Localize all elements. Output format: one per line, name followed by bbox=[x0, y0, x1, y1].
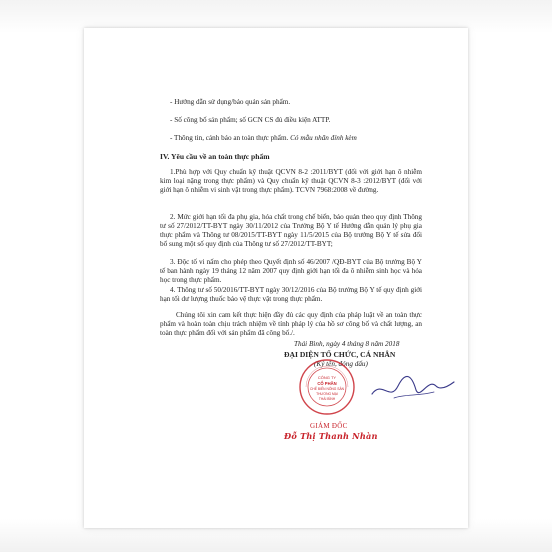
requirement-item-3: 3. Độc tố vi nấm cho phép theo Quyết định số 46/2007 /QĐ-BYT của Bộ trưởng Bộ Y tế ban hành ngày 19 tháng 12 năm 2007 quy định giới hạn tối đa ô nhiễm sinh học và hóa học trong thực phẩm. bbox=[160, 258, 422, 284]
place-and-date: Thái Bình, ngày 4 tháng 8 năm 2018 bbox=[294, 340, 400, 348]
safety-warning-text: - Thông tin, cảnh báo an toàn thực phẩm. bbox=[170, 134, 289, 142]
safety-warning-bullet bbox=[170, 134, 357, 143]
requirement-item-4: 4. Thông tư số 50/2016/TT-BYT ngày 30/12/2016 của Bộ trưởng Bộ Y tế quy định giới hạn tối dư lượng thuốc bảo vệ thực vật trong thực phẩm. bbox=[160, 286, 422, 303]
director-name: Đỗ Thị Thanh Nhàn bbox=[284, 431, 378, 441]
announcement-number-bullet: - Số công bố sản phẩm; số GCN CS đủ điều kiện ATTP. bbox=[170, 116, 331, 124]
representative-title: ĐẠI DIỆN TỔ CHỨC, CÁ NHÂN bbox=[284, 350, 396, 359]
section-iv-heading: IV. Yêu cầu về an toàn thực phẩm bbox=[160, 152, 270, 161]
commitment-paragraph: Chúng tôi xin cam kết thực hiện đầy đủ các quy định của pháp luật về an toàn thực phẩm và hoàn toàn chịu trách nhiệm về tính pháp lý của hồ sơ công bố và chất lượng, an toàn thực phẩm đối với sản phẩm đã công bố./. bbox=[160, 311, 422, 337]
seal-line-2: CỔ PHẦN bbox=[317, 381, 337, 386]
handwritten-signature bbox=[368, 368, 458, 408]
seal-line-3: CHẾ BIẾN NÔNG SẢN bbox=[309, 387, 345, 391]
company-seal bbox=[298, 358, 356, 416]
director-position: GIÁM ĐỐC bbox=[310, 422, 348, 430]
seal-line-4: THƯƠNG MẠI bbox=[316, 392, 338, 396]
seal-line-1: CÔNG TY bbox=[317, 375, 337, 380]
document-page bbox=[84, 28, 468, 528]
attached-label-note: Có mẫu nhãn đính kèm bbox=[290, 134, 357, 142]
sign-instruction: (Ký tên, đóng dấu) bbox=[314, 360, 368, 368]
usage-instruction-bullet: - Hướng dẫn sử dụng/bảo quản sản phẩm. bbox=[170, 98, 291, 106]
requirement-item-1: 1.Phù hợp với Quy chuẩn kỹ thuật QCVN 8-2 :2011/BYT (đối với giới hạn ô nhiễm kim loại nặng trong thực phẩm) và Quy chuẩn kỹ thuật QCVN 8-3 :2012/BYT (đối với giới hạn ô nhiễm vi sinh vật trong thực phẩm). TCVN 7968:2008 về đường. bbox=[160, 168, 422, 194]
seal-line-5: THÁI BÌNH bbox=[318, 397, 336, 401]
requirement-item-2: 2. Mức giới hạn tối đa phụ gia, hóa chất trong chế biến, bảo quản theo quy định Thông tư số 27/2012/TT-BYT ngày 30/11/2012 của Trưởng Bộ Y tế Hướng dẫn quản lý phụ gia thực phẩm và Thông tư 08/2015/TT-BYT ngày 11/5/2015 của Bộ trưởng Bộ Y tế sửa đổi bổ sung một số quy định của Thông tư số 27/2012/TT-BYT; bbox=[160, 213, 422, 248]
